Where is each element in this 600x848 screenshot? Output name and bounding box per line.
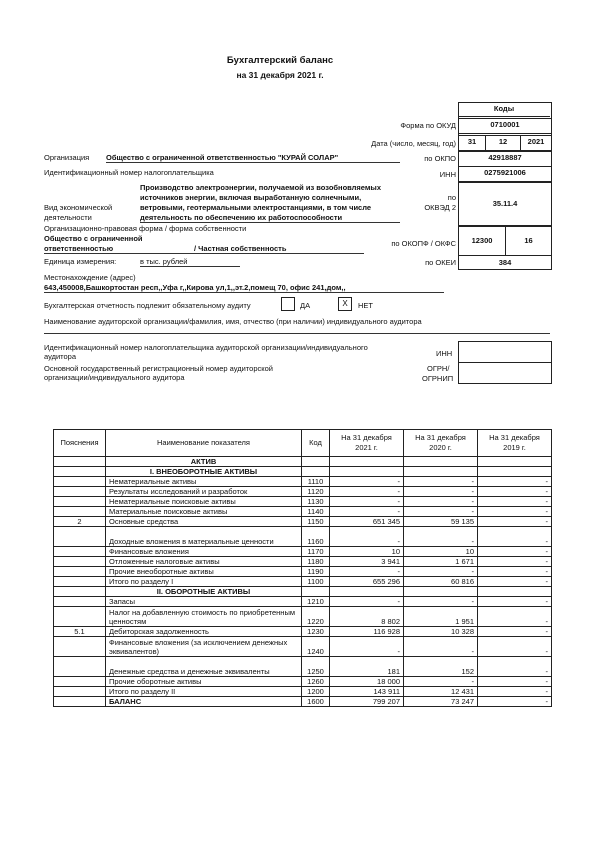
row-value-2019: - bbox=[478, 657, 552, 677]
row-value-2021: 8 802 bbox=[330, 607, 404, 627]
row-value-2021: - bbox=[330, 567, 404, 577]
address-label: Местонахождение (адрес) bbox=[44, 273, 136, 282]
audit-yes-checkbox[interactable] bbox=[281, 297, 295, 311]
row-value-2021: - bbox=[330, 507, 404, 517]
row-value-2021: 143 911 bbox=[330, 687, 404, 697]
audit-required-label: Бухгалтерская отчетность подлежит обязательному аудиту bbox=[44, 301, 251, 310]
row-code: 1240 bbox=[302, 637, 330, 657]
row-name: Нематериальные поисковые активы bbox=[106, 497, 302, 507]
date-day: 31 bbox=[458, 135, 486, 151]
table-row bbox=[54, 597, 552, 607]
row-code: 1600 bbox=[302, 697, 330, 707]
row-value-2019: - bbox=[478, 597, 552, 607]
row-name: Налог на добавленную стоимость по приобретенным ценностям bbox=[106, 607, 302, 627]
org-label: Организация bbox=[44, 153, 90, 162]
row-name: Доходные вложения в материальные ценности bbox=[106, 527, 302, 547]
row-value-2020: 1 671 bbox=[404, 557, 478, 567]
row-name: Нематериальные активы bbox=[106, 477, 302, 487]
row-value-2020: 10 bbox=[404, 547, 478, 557]
row-name: Основные средства bbox=[106, 517, 302, 527]
row-value-2019: - bbox=[478, 517, 552, 527]
table-row bbox=[54, 477, 552, 487]
row-name: Финансовые вложения bbox=[106, 547, 302, 557]
row-name: Финансовые вложения (за исключением денежных эквивалентов) bbox=[106, 637, 302, 657]
table-row bbox=[54, 507, 552, 517]
row-note bbox=[54, 607, 106, 627]
auditor-ogrn-label-2: организации/индивидуального аудитора bbox=[44, 373, 185, 382]
activity-line-1: Производство электроэнергии, получаемой из возобновляемых bbox=[140, 183, 382, 192]
row-note bbox=[54, 477, 106, 487]
header-notes: Пояснения bbox=[54, 430, 106, 457]
unit-label: Единица измерения: bbox=[44, 257, 117, 266]
table-row bbox=[54, 487, 552, 497]
row-note bbox=[54, 637, 106, 657]
row-value-2021: - bbox=[330, 497, 404, 507]
okud-label: Форма по ОКУД bbox=[400, 121, 456, 130]
row-value-2020: 60 816 bbox=[404, 577, 478, 587]
table-row bbox=[54, 697, 552, 707]
activity-line-2: источников энергии, включая выработанную солнечными, bbox=[140, 193, 362, 202]
codes-heading: Коды bbox=[458, 102, 550, 117]
address-value: 643,450008,Башкортостан респ,,Уфа г,,Кирова ул,1,,эт.2,помещ 70, офис 241,дом,, bbox=[44, 283, 444, 293]
section-row bbox=[54, 457, 552, 467]
row-code: 1220 bbox=[302, 607, 330, 627]
row-note bbox=[54, 557, 106, 567]
row-note bbox=[54, 507, 106, 517]
auditor-inn-code: ИНН bbox=[436, 349, 453, 358]
row-value-2020: - bbox=[404, 507, 478, 517]
row-code: 1190 bbox=[302, 567, 330, 577]
row-code: 1170 bbox=[302, 547, 330, 557]
row-name: Материальные поисковые активы bbox=[106, 507, 302, 517]
row-note bbox=[54, 547, 106, 557]
row-code: 1180 bbox=[302, 557, 330, 567]
row-value-2021: 799 207 bbox=[330, 697, 404, 707]
row-code: 1210 bbox=[302, 597, 330, 607]
row-value-2020: 1 951 bbox=[404, 607, 478, 627]
row-value-2020: 152 bbox=[404, 657, 478, 677]
row-name: Результаты исследований и разработок bbox=[106, 487, 302, 497]
activity-label-2: деятельности bbox=[44, 213, 92, 222]
table-row bbox=[54, 657, 552, 677]
table-row bbox=[54, 557, 552, 567]
table-row bbox=[54, 607, 552, 627]
assets-heading: АКТИВ bbox=[106, 457, 302, 467]
row-value-2019: - bbox=[478, 677, 552, 687]
section-row bbox=[54, 467, 552, 477]
auditor-ogrn-box bbox=[458, 362, 552, 384]
row-code: 1130 bbox=[302, 497, 330, 507]
row-code: 1120 bbox=[302, 487, 330, 497]
unit-value: в тыс. рублей bbox=[140, 257, 240, 267]
okud-value: 0710001 bbox=[458, 118, 552, 134]
date-year: 2021 bbox=[520, 135, 552, 151]
row-note bbox=[54, 677, 106, 687]
okopf-value: 12300 bbox=[458, 226, 506, 256]
row-value-2020: - bbox=[404, 637, 478, 657]
row-note bbox=[54, 657, 106, 677]
legal-form-label: Организационно-правовая форма / форма собственности bbox=[44, 224, 247, 233]
row-value-2020: 12 431 bbox=[404, 687, 478, 697]
page-title: Бухгалтерский баланс bbox=[226, 55, 334, 66]
auditor-ogrn-code-2: ОГРНИП bbox=[422, 374, 454, 383]
row-value-2021: 651 345 bbox=[330, 517, 404, 527]
row-value-2019: - bbox=[478, 697, 552, 707]
legal-form-line-1: Общество с ограниченной bbox=[44, 234, 143, 243]
row-value-2020: - bbox=[404, 487, 478, 497]
row-value-2019: - bbox=[478, 527, 552, 547]
row-note bbox=[54, 687, 106, 697]
row-code: 1110 bbox=[302, 477, 330, 487]
row-note bbox=[54, 567, 106, 577]
row-value-2021: 655 296 bbox=[330, 577, 404, 587]
table-row bbox=[54, 637, 552, 657]
row-value-2020: 73 247 bbox=[404, 697, 478, 707]
row-value-2020: - bbox=[404, 497, 478, 507]
table-row bbox=[54, 517, 552, 527]
taxpayer-id-label: Идентификационный номер налогоплательщика bbox=[44, 168, 214, 177]
table-row bbox=[54, 497, 552, 507]
row-name: Запасы bbox=[106, 597, 302, 607]
audit-yes-label: ДА bbox=[300, 301, 311, 310]
section-row bbox=[54, 587, 552, 597]
row-note bbox=[54, 577, 106, 587]
row-value-2019: - bbox=[478, 507, 552, 517]
auditor-name-label: Наименование аудиторской организации/фамилия, имя, отчество (при наличии) индивидуального аудитора bbox=[44, 317, 422, 326]
row-note bbox=[54, 487, 106, 497]
balance-table bbox=[53, 429, 552, 707]
row-name: Итого по разделу I bbox=[106, 577, 302, 587]
row-value-2019: - bbox=[478, 557, 552, 567]
auditor-inn-label-2: аудитора bbox=[44, 352, 77, 361]
row-value-2019: - bbox=[478, 687, 552, 697]
okfs-value: 16 bbox=[505, 226, 552, 256]
table-row bbox=[54, 567, 552, 577]
org-name: Общество с ограниченной ответственностью "КУРАЙ СОЛАР" bbox=[106, 153, 400, 163]
okei-label: по ОКЕИ bbox=[425, 258, 456, 267]
okved-value: 35.11.4 bbox=[458, 182, 552, 226]
table-header-row bbox=[54, 430, 552, 457]
row-value-2020: 10 328 bbox=[404, 627, 478, 637]
audit-no-checkbox[interactable]: X bbox=[338, 297, 352, 311]
inn-value: 0275921006 bbox=[458, 166, 552, 182]
row-code: 1100 bbox=[302, 577, 330, 587]
row-value-2019: - bbox=[478, 627, 552, 637]
row-value-2021: 18 000 bbox=[330, 677, 404, 687]
row-value-2020: - bbox=[404, 677, 478, 687]
section-1-heading: I. ВНЕОБОРОТНЫЕ АКТИВЫ bbox=[106, 467, 302, 477]
row-value-2021: 10 bbox=[330, 547, 404, 557]
audit-no-label: НЕТ bbox=[358, 301, 373, 310]
row-value-2021: - bbox=[330, 477, 404, 487]
row-value-2021: 116 928 bbox=[330, 627, 404, 637]
row-note bbox=[54, 497, 106, 507]
row-value-2021: 3 941 bbox=[330, 557, 404, 567]
row-code: 1230 bbox=[302, 627, 330, 637]
auditor-ogrn-code-1: ОГРН/ bbox=[427, 364, 450, 373]
row-value-2019: - bbox=[478, 577, 552, 587]
row-name: БАЛАНС bbox=[106, 697, 302, 707]
auditor-inn-box bbox=[458, 341, 552, 363]
row-value-2019: - bbox=[478, 607, 552, 627]
okpo-label: по ОКПО bbox=[424, 154, 456, 163]
row-code: 1250 bbox=[302, 657, 330, 677]
header-2021: На 31 декабря 2021 г. bbox=[330, 430, 404, 457]
header-2019: На 31 декабря 2019 г. bbox=[478, 430, 552, 457]
row-value-2019: - bbox=[478, 497, 552, 507]
ownership-form: / Частная собственность bbox=[194, 244, 364, 254]
okved-label-2: ОКВЭД 2 bbox=[424, 203, 456, 212]
row-name: Денежные средства и денежные эквиваленты bbox=[106, 657, 302, 677]
table-row bbox=[54, 547, 552, 557]
date-label: Дата (число, месяц, год) bbox=[371, 139, 456, 148]
header-code: Код bbox=[302, 430, 330, 457]
legal-form-line-2: ответственностью bbox=[44, 244, 194, 254]
row-name: Дебиторская задолженность bbox=[106, 627, 302, 637]
okved-label-1: по bbox=[447, 193, 456, 202]
row-code: 1160 bbox=[302, 527, 330, 547]
table-row bbox=[54, 677, 552, 687]
table-row bbox=[54, 627, 552, 637]
row-value-2020: 59 135 bbox=[404, 517, 478, 527]
auditor-inn-label-1: Идентификационный номер налогоплательщика аудиторской организации/индивидуального bbox=[44, 343, 368, 352]
row-name: Прочие внеоборотные активы bbox=[106, 567, 302, 577]
okei-value: 384 bbox=[458, 255, 552, 270]
date-month: 12 bbox=[485, 135, 521, 151]
row-value-2021: - bbox=[330, 597, 404, 607]
row-note bbox=[54, 527, 106, 547]
row-value-2020: - bbox=[404, 527, 478, 547]
okopf-label: по ОКОПФ / ОКФС bbox=[391, 239, 456, 248]
auditor-ogrn-label-1: Основной государственный регистрационный номер аудиторской bbox=[44, 364, 273, 373]
table-row bbox=[54, 687, 552, 697]
activity-line-4: деятельность по обеспечению их работоспособности bbox=[140, 213, 400, 223]
row-code: 1200 bbox=[302, 687, 330, 697]
activity-label-1: Вид экономической bbox=[44, 203, 113, 212]
inn-code-label: ИНН bbox=[439, 170, 456, 179]
table-row bbox=[54, 527, 552, 547]
table-row bbox=[54, 577, 552, 587]
header-2020: На 31 декабря 2020 г. bbox=[404, 430, 478, 457]
row-note: 2 bbox=[54, 517, 106, 527]
row-code: 1150 bbox=[302, 517, 330, 527]
row-name: Прочие оборотные активы bbox=[106, 677, 302, 687]
row-code: 1260 bbox=[302, 677, 330, 687]
okpo-value: 42918887 bbox=[458, 151, 552, 167]
row-value-2020: - bbox=[404, 567, 478, 577]
row-code: 1140 bbox=[302, 507, 330, 517]
row-value-2019: - bbox=[478, 547, 552, 557]
auditor-name-line bbox=[44, 333, 550, 334]
row-value-2019: - bbox=[478, 487, 552, 497]
row-value-2019: - bbox=[478, 637, 552, 657]
activity-line-3: ветровыми, геотермальными электростанциями, в том числе bbox=[140, 203, 372, 212]
row-value-2019: - bbox=[478, 477, 552, 487]
row-value-2020: - bbox=[404, 597, 478, 607]
row-note: 5.1 bbox=[54, 627, 106, 637]
row-value-2021: 181 bbox=[330, 657, 404, 677]
report-date: на 31 декабря 2021 г. bbox=[236, 70, 324, 80]
row-name: Отложенные налоговые активы bbox=[106, 557, 302, 567]
row-value-2021: - bbox=[330, 637, 404, 657]
row-note bbox=[54, 597, 106, 607]
row-note bbox=[54, 697, 106, 707]
row-value-2019: - bbox=[478, 567, 552, 577]
row-name: Итого по разделу II bbox=[106, 687, 302, 697]
row-value-2021: - bbox=[330, 527, 404, 547]
header-name: Наименование показателя bbox=[106, 430, 302, 457]
row-value-2021: - bbox=[330, 487, 404, 497]
row-value-2020: - bbox=[404, 477, 478, 487]
section-2-heading: II. ОБОРОТНЫЕ АКТИВЫ bbox=[106, 587, 302, 597]
